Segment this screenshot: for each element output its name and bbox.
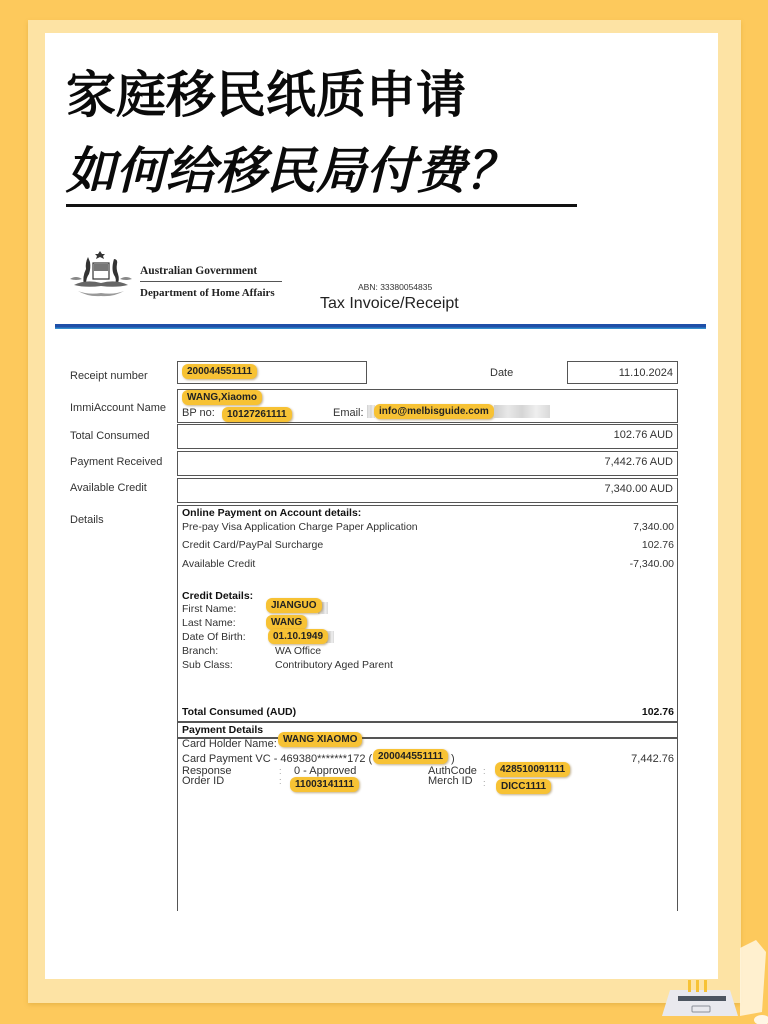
credit-details-heading: Credit Details: bbox=[182, 590, 254, 602]
total-consumed-value: 102.76 AUD bbox=[613, 429, 673, 441]
coat-of-arms-icon bbox=[66, 249, 136, 301]
immi-account-name: WANG,Xiaomo bbox=[182, 390, 262, 405]
available-credit-label: Available Credit bbox=[70, 482, 147, 494]
date-label: Date bbox=[490, 367, 514, 379]
org-divider bbox=[140, 281, 282, 282]
colon-separator: : bbox=[483, 778, 486, 788]
colon-separator: : bbox=[483, 766, 486, 776]
response-label: Response bbox=[182, 765, 232, 777]
card-payment-reference: 200044551111 bbox=[373, 749, 448, 764]
card-payment-amount: 7,442.76 bbox=[631, 753, 674, 765]
card-holder-label: Card Holder Name: bbox=[182, 738, 277, 750]
payment-received-value: 7,442.76 AUD bbox=[604, 456, 673, 468]
online-payment-heading: Online Payment on Account details: bbox=[182, 507, 362, 519]
branch-value: WA Office bbox=[275, 645, 322, 657]
laptop-illustration-icon bbox=[640, 930, 768, 1024]
total-consumed-box bbox=[177, 424, 678, 449]
colon-separator: : bbox=[279, 776, 282, 786]
headline-line-2: 如何给移民局付费？ bbox=[66, 142, 516, 200]
last-name-value: WANG bbox=[266, 615, 307, 630]
headline-underline bbox=[66, 204, 577, 207]
payment-received-box bbox=[177, 451, 678, 476]
last-name-label: Last Name: bbox=[182, 617, 236, 629]
redacted-block bbox=[494, 405, 550, 418]
immi-account-label: ImmiAccount Name bbox=[70, 402, 166, 414]
card-payment-text: Card Payment VC - 469380*******172 ( bbox=[182, 753, 373, 765]
first-name-value: JIANGUO bbox=[266, 598, 322, 613]
branch-label: Branch: bbox=[182, 645, 219, 657]
bp-no-label: BP no: bbox=[182, 407, 215, 419]
order-id-label: Order ID bbox=[182, 775, 225, 787]
org-name: Australian Government bbox=[140, 265, 258, 277]
payment-details-heading: Payment Details bbox=[182, 724, 264, 736]
date-value: 11.10.2024 bbox=[618, 367, 673, 379]
bp-no-value: 10127261111 bbox=[222, 407, 292, 422]
card-payment-close: ) bbox=[451, 753, 455, 765]
total-consumed-aud-value: 102.76 bbox=[641, 706, 674, 718]
line-item-label: Credit Card/PayPal Surcharge bbox=[182, 539, 324, 551]
details-label: Details bbox=[70, 514, 104, 526]
header-rule bbox=[55, 324, 706, 329]
dob-label: Date Of Birth: bbox=[182, 631, 246, 643]
document-title: Tax Invoice/Receipt bbox=[320, 295, 459, 312]
authcode-value: 428510091111 bbox=[495, 762, 570, 777]
line-item-label: Available Credit bbox=[182, 558, 256, 570]
subclass-value: Contributory Aged Parent bbox=[275, 659, 393, 671]
merch-id-value: DICC1111 bbox=[496, 779, 551, 794]
abn-number: ABN: 33380054835 bbox=[358, 282, 433, 292]
line-item-amount: 102.76 bbox=[641, 539, 674, 551]
dob-value: 01.10.1949 bbox=[268, 629, 328, 644]
email-value: info@melbisguide.com bbox=[374, 404, 494, 419]
line-item-amount: -7,340.00 bbox=[629, 558, 674, 570]
email-label: Email: bbox=[333, 407, 364, 419]
department-name: Department of Home Affairs bbox=[140, 287, 275, 299]
colon-separator: : bbox=[279, 766, 282, 776]
line-item-amount: 7,340.00 bbox=[633, 521, 674, 533]
headline-line-1: 家庭移民纸质申请 bbox=[66, 66, 466, 124]
available-credit-box bbox=[177, 478, 678, 503]
order-id-value: 11003141111 bbox=[290, 777, 359, 792]
merch-id-label: Merch ID bbox=[428, 775, 473, 787]
authcode-label: AuthCode bbox=[428, 765, 477, 777]
available-credit-value: 7,340.00 AUD bbox=[604, 483, 673, 495]
first-name-label: First Name: bbox=[182, 603, 237, 615]
date-box bbox=[567, 361, 678, 384]
payment-received-label: Payment Received bbox=[70, 456, 163, 468]
total-consumed-aud-label: Total Consumed (AUD) bbox=[182, 706, 297, 718]
total-consumed-label: Total Consumed bbox=[70, 430, 150, 442]
receipt-number-label: Receipt number bbox=[70, 370, 148, 382]
receipt-number-value: 200044551111 bbox=[182, 364, 257, 379]
line-item-label: Pre-pay Visa Application Charge Paper Application bbox=[182, 521, 418, 533]
card-holder-value: WANG XIAOMO bbox=[278, 732, 362, 747]
response-value: 0 - Approved bbox=[294, 765, 357, 777]
divider bbox=[177, 721, 678, 723]
subclass-label: Sub Class: bbox=[182, 659, 233, 671]
